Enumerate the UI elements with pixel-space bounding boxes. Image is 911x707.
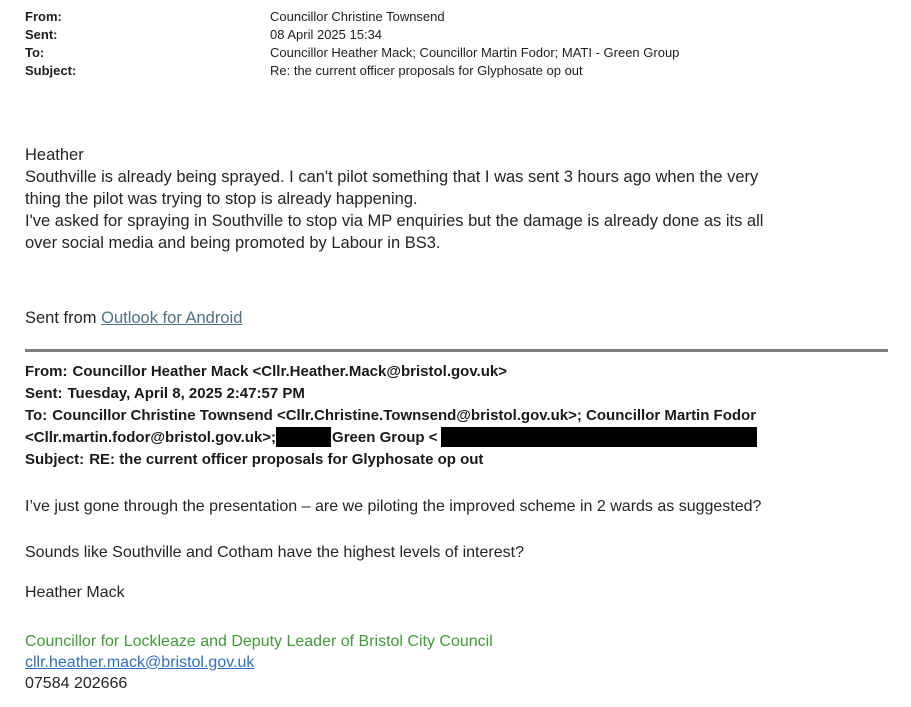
quoted-message-divider <box>25 349 888 352</box>
quoted-subject-value: RE: the current officer proposals for Glyphosate op out <box>89 451 484 468</box>
quoted-sent-label: Sent: <box>25 385 63 402</box>
signature-role: Councillor for Lockleaze and Deputy Leader of Bristol City Council <box>25 633 493 650</box>
quoted-from-label: From: <box>25 363 68 380</box>
body-line: I've asked for spraying in Southville to stop via MP enquiries but the damage is already done as its all <box>25 212 764 230</box>
quoted-paragraph-1: I’ve just gone through the presentation – are we piloting the improved scheme in 2 wards as suggested? <box>25 498 762 515</box>
message-body <box>25 144 886 254</box>
quoted-from-line <box>25 361 886 383</box>
redaction-bar-small <box>276 427 331 447</box>
quoted-to-line-1 <box>25 405 886 427</box>
quoted-to-value-2: <Cllr.martin.fodor@bristol.gov.uk>; <box>25 429 277 446</box>
body-line: thing the pilot was trying to stop is already happening. <box>25 190 418 208</box>
quoted-to-line-2 <box>25 427 886 449</box>
quoted-email-header <box>25 361 886 471</box>
quoted-paragraph-2: Sounds like Southville and Cotham have the highest levels of interest? <box>25 544 524 561</box>
body-line: Southville is already being sprayed. I can't pilot something that I was sent 3 hours ago when the very <box>25 168 759 186</box>
outlook-for-android-link[interactable]: Outlook for Android <box>101 309 243 327</box>
sent-value: 08 April 2025 15:34 <box>270 27 383 42</box>
email-header <box>25 8 886 80</box>
sent-label: Sent: <box>25 27 58 42</box>
header-row-to <box>25 44 886 62</box>
quoted-to-value-1: Councillor Christine Townsend <Cllr.Christine.Townsend@bristol.gov.uk>; Councillor Martin Fodor <box>52 407 757 424</box>
quoted-to-label: To: <box>25 407 48 424</box>
from-value: Councillor Christine Townsend <box>270 9 445 24</box>
redaction-bar-long <box>441 427 757 447</box>
subject-value: Re: the current officer proposals for Glyphosate op out <box>270 63 583 78</box>
header-row-from <box>25 8 886 26</box>
sent-from-prefix: Sent from <box>25 309 102 327</box>
header-row-subject <box>25 62 886 80</box>
quoted-sent-line <box>25 383 886 405</box>
quoted-email-body <box>25 496 886 604</box>
from-label: From: <box>25 9 62 24</box>
sent-from-line <box>25 307 886 329</box>
header-row-sent <box>25 26 886 44</box>
greeting: Heather <box>25 146 84 164</box>
quoted-subject-label: Subject: <box>25 451 85 468</box>
subject-label: Subject: <box>25 63 77 78</box>
quoted-to-value-3: Green Group < <box>332 429 438 446</box>
quoted-subject-line <box>25 449 886 471</box>
quoted-sent-value: Tuesday, April 8, 2025 2:47:57 PM <box>67 385 305 402</box>
body-line: over social media and being promoted by Labour in BS3. <box>25 234 441 252</box>
signature-phone: 07584 202666 <box>25 675 128 692</box>
to-value: Councillor Heather Mack; Councillor Martin Fodor; MATI - Green Group <box>270 45 680 60</box>
quoted-from-value: Councillor Heather Mack <Cllr.Heather.Mack@bristol.gov.uk> <box>72 363 507 380</box>
signature-email-link[interactable]: cllr.heather.mack@bristol.gov.uk <box>25 654 255 671</box>
to-label: To: <box>25 45 45 60</box>
email-signature <box>25 631 886 694</box>
quoted-signoff: Heather Mack <box>25 584 125 601</box>
